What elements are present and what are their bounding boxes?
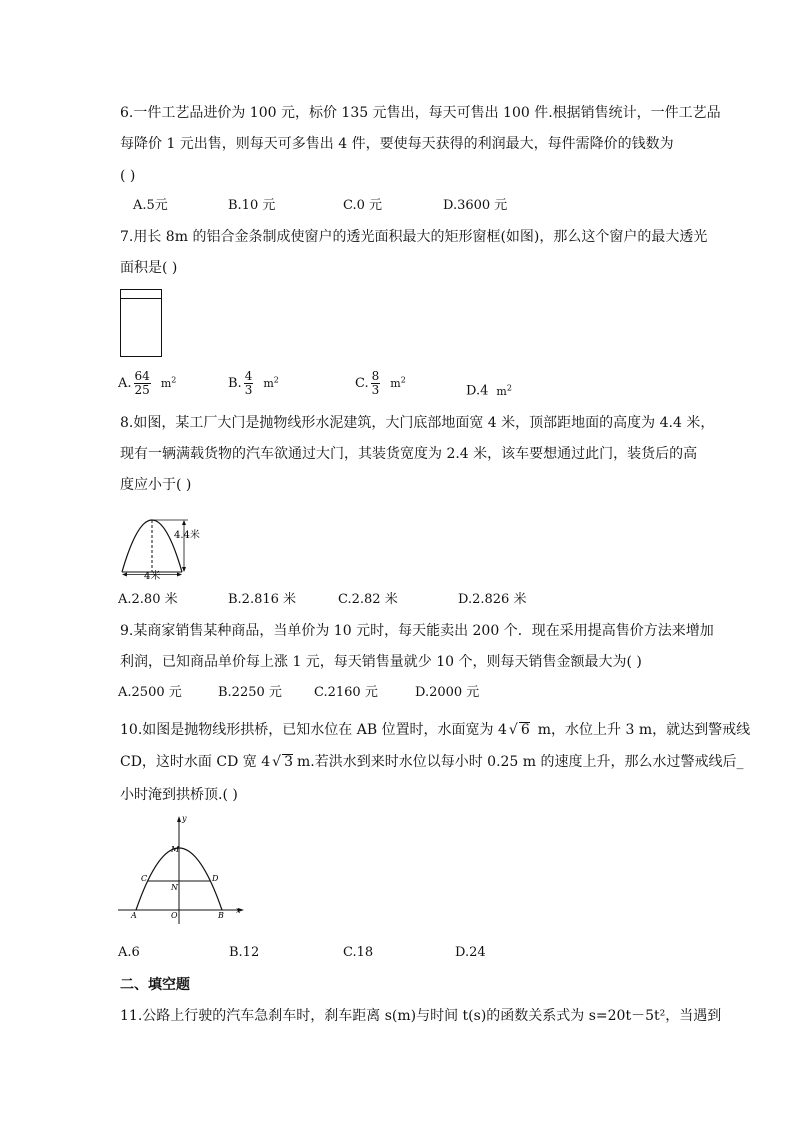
q8-option-a: A.2.80 米 bbox=[118, 592, 178, 607]
origin-o-label: O bbox=[171, 911, 178, 920]
q8-option-b: B.2.816 米 bbox=[228, 592, 297, 607]
width-arrow-right bbox=[177, 573, 182, 577]
q9-option-c: C.2160 元 bbox=[314, 685, 378, 700]
sqrt-radicand: 3 bbox=[284, 754, 293, 770]
q7-window-frame-figure bbox=[118, 288, 164, 360]
point-a-label: A bbox=[131, 911, 137, 920]
q6-option-d: D.3600 元 bbox=[443, 198, 508, 213]
q7-option-c-label: C. bbox=[355, 376, 369, 391]
unit: m bbox=[390, 377, 401, 390]
q7-option-b-label: B. bbox=[228, 376, 242, 391]
sqrt-sign: √ bbox=[272, 754, 282, 770]
q7-option-b bbox=[228, 370, 279, 397]
q10-line2-start: CD，这时水面 CD 宽 4 bbox=[120, 754, 271, 770]
q7-option-c-fraction bbox=[371, 370, 381, 397]
q6-text-line1: 6.一件工艺品进价为 100 元，标价 135 元售出，每天可售出 100 件.根据销售统计，一件工艺品 bbox=[120, 105, 721, 121]
q6-text-line2: 每降价 1 元出售，则每天可多售出 4 件，要使每天获得的利润最大，每件需降价的钱数为 bbox=[120, 136, 674, 152]
q6-option-b: B.10 元 bbox=[228, 198, 276, 213]
q7-text-line2: 面积是( ) bbox=[120, 260, 178, 276]
q9-option-a: A.2500 元 bbox=[118, 685, 182, 700]
fraction-denominator: 25 bbox=[134, 383, 150, 397]
unit-exponent: 2 bbox=[506, 383, 512, 392]
q9-text-line2: 利润，已知商品单价每上涨 1 元，每天销售量就少 10 个，则每天销售金额最大为( ) bbox=[120, 654, 642, 670]
q10-line2-end: m.若洪水到来时水位以每小时 0.25 m 的速度上升，那么水过警戒线后_ bbox=[296, 754, 744, 770]
q8-option-d: D.2.826 米 bbox=[458, 592, 527, 607]
q10-option-c: C.18 bbox=[343, 945, 374, 960]
point-n-label: N bbox=[171, 883, 178, 892]
unit-exponent: 2 bbox=[273, 375, 279, 385]
q7-option-a-label: A. bbox=[118, 376, 132, 391]
q7-option-a bbox=[118, 370, 176, 397]
q7-option-a-fraction bbox=[134, 370, 151, 397]
q7-option-d-label: D.4 bbox=[466, 383, 489, 399]
q9-option-b: B.2250 元 bbox=[218, 685, 282, 700]
q6-option-a: A.5元 bbox=[133, 198, 168, 213]
sqrt-sign: √ bbox=[508, 722, 518, 738]
unit-exponent: 2 bbox=[400, 375, 406, 385]
unit-exponent: 2 bbox=[171, 375, 177, 385]
q10-line1-end: m，水位上升 3 m，就达到警戒线 bbox=[537, 722, 751, 738]
q10-text-line2 bbox=[120, 752, 744, 772]
width-label: 4米 bbox=[144, 571, 161, 580]
q11-text-line1: 11.公路上行驶的汽车急刹车时，刹车距离 s(m)与时间 t(s)的函数关系式为 s=20t－5t²，当遇到 bbox=[120, 1008, 722, 1024]
q9-text-line1: 9.某商家销售某种商品，当单价为 10 元时，每天能卖出 200 个．现在采用提高售价方法来增加 bbox=[120, 623, 714, 639]
q6-option-c: C.0 元 bbox=[343, 198, 383, 213]
point-c-label: C bbox=[141, 874, 148, 883]
height-arrow-down bbox=[182, 567, 186, 572]
q10-option-d: D.24 bbox=[455, 945, 486, 960]
sqrt-radicand: 6 bbox=[520, 722, 530, 738]
q8-option-c: C.2.82 米 bbox=[338, 592, 398, 607]
q7-text-line1: 7.用长 8m 的铝合金条制成使窗户的透光面积最大的矩形窗框(如图)，那么这个窗户的最大透光 bbox=[120, 229, 708, 245]
q7-option-b-fraction bbox=[244, 370, 254, 397]
height-label: 4.4米 bbox=[174, 530, 200, 541]
unit: m bbox=[160, 377, 172, 390]
q7-option-c bbox=[355, 370, 406, 397]
fraction-denominator: 3 bbox=[371, 383, 380, 397]
q8-text-line2: 现有一辆满载货物的汽车欲通过大门，其装货宽度为 2.4 米，该车要想通过此门，装货后的高 bbox=[120, 446, 698, 462]
q10-text-line3: 小时淹到拱桥顶.( ) bbox=[120, 787, 238, 803]
fraction-numerator: 64 bbox=[134, 369, 150, 383]
q10-option-b: B.12 bbox=[229, 945, 260, 960]
window-outer-frame bbox=[121, 290, 162, 357]
width-arrow-left bbox=[122, 573, 127, 577]
q8-parabolic-gate-figure bbox=[114, 500, 214, 580]
point-d-label: D bbox=[212, 874, 219, 883]
q10-option-a: A.6 bbox=[118, 945, 140, 960]
q9-option-d: D.2000 元 bbox=[415, 685, 480, 700]
point-b-label: B bbox=[218, 911, 224, 920]
point-m-label: M bbox=[171, 845, 180, 854]
x-axis-label: x bbox=[236, 906, 241, 915]
unit: m bbox=[263, 377, 274, 390]
q6-answer-paren: ( ) bbox=[120, 168, 136, 184]
q10-text-line1 bbox=[120, 720, 750, 740]
q8-text-line3: 度应小于( ) bbox=[120, 477, 192, 493]
fraction-denominator: 3 bbox=[244, 383, 253, 397]
q10-line1-start: 10.如图是抛物线形拱桥，已知水位在 AB 位置时，水面宽为 4 bbox=[120, 722, 507, 738]
height-arrow-up bbox=[182, 520, 186, 525]
fraction-numerator: 8 bbox=[371, 369, 380, 383]
q8-text-line1: 8.如图，某工厂大门是抛物线形水泥建筑，大门底部地面宽 4 米，顶部距地面的高度为 4.4 米， bbox=[120, 415, 715, 431]
q7-option-d bbox=[466, 378, 512, 402]
q10-arch-bridge-figure bbox=[118, 812, 248, 924]
y-axis-arrow bbox=[177, 816, 181, 822]
section-fill-in-blank-title: 二、填空题 bbox=[120, 977, 190, 993]
fraction-numerator: 4 bbox=[244, 369, 253, 383]
y-axis-label: y bbox=[182, 814, 187, 823]
unit: m bbox=[496, 384, 507, 398]
